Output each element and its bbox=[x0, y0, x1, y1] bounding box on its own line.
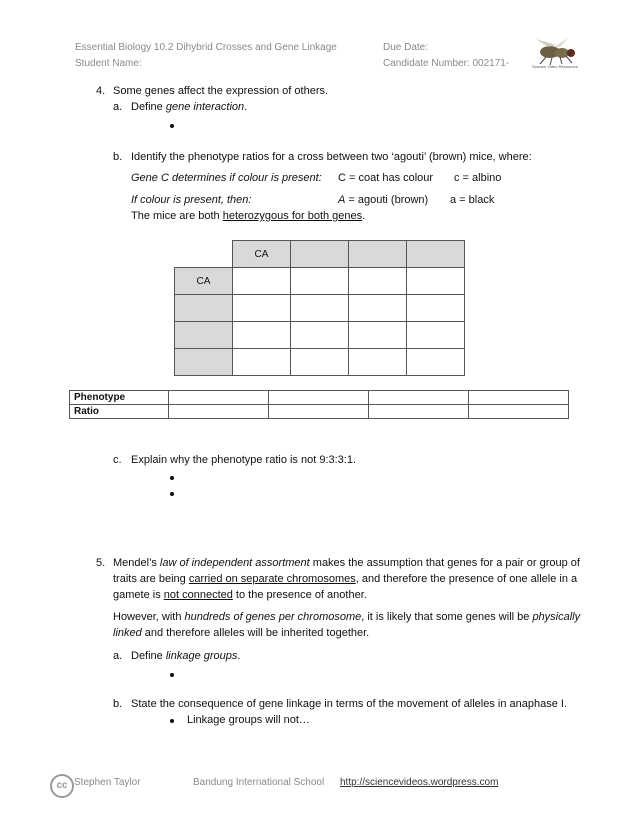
punnett-cell[interactable] bbox=[349, 322, 407, 349]
punnett-col-header bbox=[349, 241, 407, 268]
q5-line-5: linked and therefore alleles will be inherited together. bbox=[113, 627, 370, 639]
q5-number: 5. bbox=[96, 557, 106, 569]
c-dominant: C = coat has colour bbox=[338, 172, 434, 184]
if-colour-text: If colour is present, then: bbox=[131, 194, 252, 206]
punnett-cell[interactable] bbox=[291, 295, 349, 322]
fly-icon bbox=[528, 36, 588, 66]
punnett-cell[interactable] bbox=[349, 349, 407, 376]
phenotype-cell[interactable] bbox=[169, 391, 269, 405]
document-title: Essential Biology 10.2 Dihybrid Crosses and Gene Linkage bbox=[75, 42, 337, 53]
q4c-bullet bbox=[170, 492, 174, 496]
punnett-col-header bbox=[291, 241, 349, 268]
q5b-bullet bbox=[170, 719, 174, 723]
candidate-number-label: Candidate Number: 002171- bbox=[383, 58, 510, 69]
ratio-label: Ratio bbox=[70, 405, 169, 419]
punnett-cell[interactable] bbox=[233, 295, 291, 322]
q4c-label: c. bbox=[113, 454, 122, 466]
q4c-bullet bbox=[170, 476, 174, 480]
phenotype-cell[interactable] bbox=[469, 391, 569, 405]
q4a-text: Define gene interaction. bbox=[131, 101, 248, 113]
q4a-label: a. bbox=[113, 101, 123, 113]
punnett-cell[interactable] bbox=[349, 268, 407, 295]
footer-author: Stephen Taylor bbox=[74, 777, 141, 788]
footer-url-link[interactable]: http://sciencevideos.wordpress.com bbox=[340, 777, 499, 788]
due-date-label: Due Date: bbox=[383, 42, 429, 53]
punnett-cell[interactable] bbox=[291, 322, 349, 349]
heterozygous-text: The mice are both heterozygous for both genes. bbox=[131, 210, 366, 222]
q4b-text: Identify the phenotype ratios for a cross between two ‘agouti’ (brown) mice, where: bbox=[131, 151, 532, 163]
q4a-bullet bbox=[170, 124, 174, 128]
punnett-cell[interactable] bbox=[407, 268, 465, 295]
phenotype-label: Phenotype bbox=[70, 391, 169, 405]
ratio-cell[interactable] bbox=[269, 405, 369, 419]
q5b-bullet-text: Linkage groups will not… bbox=[187, 714, 310, 726]
a-recessive: a = black bbox=[450, 194, 495, 206]
q4-text: Some genes affect the expression of others. bbox=[113, 85, 329, 97]
creative-commons-icon: cc bbox=[50, 774, 74, 798]
footer-school: Bandung International School bbox=[193, 777, 325, 788]
ratio-cell[interactable] bbox=[169, 405, 269, 419]
q5a-label: a. bbox=[113, 650, 123, 662]
punnett-row-header bbox=[175, 322, 233, 349]
punnett-cell[interactable] bbox=[349, 295, 407, 322]
phenotype-cell[interactable] bbox=[269, 391, 369, 405]
ratio-cell[interactable] bbox=[469, 405, 569, 419]
punnett-cell[interactable] bbox=[233, 322, 291, 349]
student-name-label: Student Name: bbox=[75, 58, 142, 69]
fly-logo bbox=[528, 36, 588, 72]
punnett-cell[interactable] bbox=[407, 349, 465, 376]
q5b-label: b. bbox=[113, 698, 123, 710]
phenotype-cell[interactable] bbox=[369, 391, 469, 405]
punnett-row-header bbox=[175, 295, 233, 322]
a-dominant: A = agouti (brown) bbox=[338, 194, 429, 206]
punnett-cell[interactable] bbox=[291, 349, 349, 376]
q5a-text: Define linkage groups. bbox=[131, 650, 241, 662]
q5b-text: State the consequence of gene linkage in terms of the movement of alleles in anaphase I. bbox=[131, 698, 567, 710]
punnett-corner bbox=[175, 241, 233, 268]
punnett-col-header: CA bbox=[233, 241, 291, 268]
logo-caption: Science Video Resources bbox=[532, 64, 578, 69]
punnett-cell[interactable] bbox=[233, 349, 291, 376]
q4b-label: b. bbox=[113, 151, 123, 163]
phenotype-ratio-table bbox=[69, 390, 569, 419]
q4c-text: Explain why the phenotype ratio is not 9:3:3:1. bbox=[131, 454, 357, 466]
q5-line-2: traits are being carried on separate chromosomes, and therefore the presence of one allele in a bbox=[113, 573, 578, 585]
punnett-cell[interactable] bbox=[407, 322, 465, 349]
q5-line-1: Mendel’s law of independent assortment makes the assumption that genes for a pair or group of bbox=[113, 557, 580, 569]
q5-line-4: However, with hundreds of genes per chromosome, it is likely that some genes will be physically bbox=[113, 611, 581, 623]
c-recessive: c = albino bbox=[454, 172, 502, 184]
punnett-cell[interactable] bbox=[407, 295, 465, 322]
punnett-square bbox=[174, 240, 465, 376]
punnett-cell[interactable] bbox=[233, 268, 291, 295]
ratio-cell[interactable] bbox=[369, 405, 469, 419]
punnett-col-header bbox=[407, 241, 465, 268]
punnett-cell[interactable] bbox=[291, 268, 349, 295]
q5a-bullet bbox=[170, 673, 174, 677]
q4-number: 4. bbox=[96, 85, 106, 97]
q5-line-3: gamete is not connected to the presence of another. bbox=[113, 589, 367, 601]
gene-c-text: Gene C determines if colour is present: bbox=[131, 172, 322, 184]
punnett-row-header bbox=[175, 349, 233, 376]
punnett-row-header: CA bbox=[175, 268, 233, 295]
